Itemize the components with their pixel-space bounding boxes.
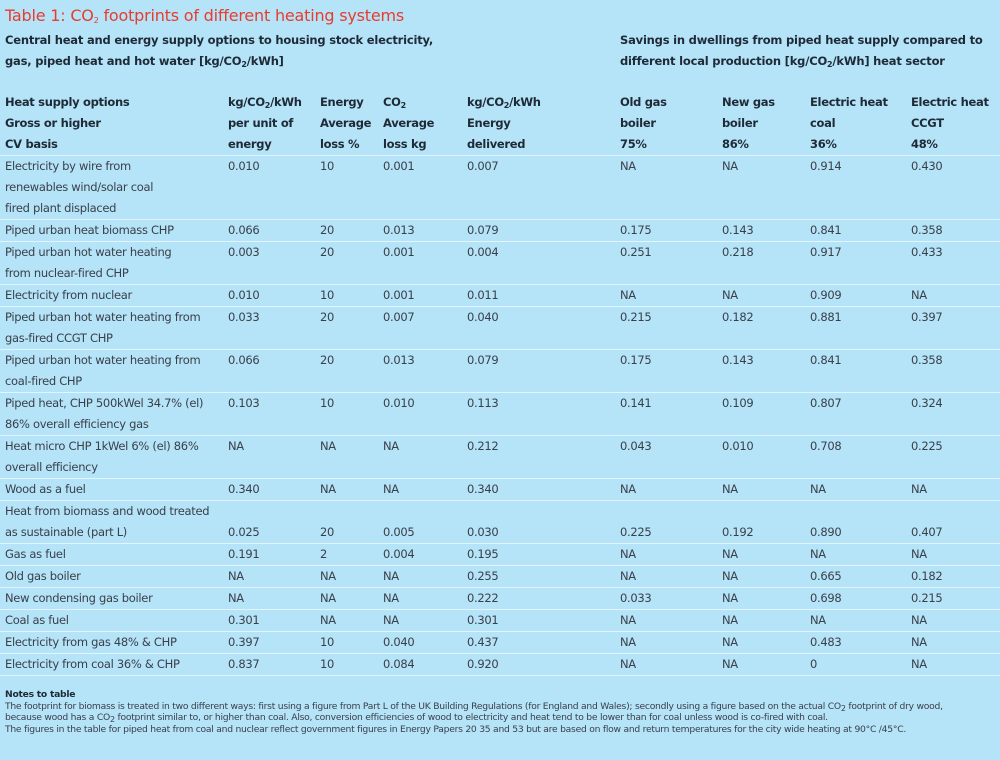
subtitle-right	[620, 30, 995, 72]
heat-supply-option	[0, 436, 223, 479]
value-cell: NA	[722, 159, 738, 173]
title-text: Table 1: CO	[5, 6, 94, 25]
table-row	[0, 156, 1000, 220]
value-cell: 0.358	[911, 223, 943, 237]
heat-supply-option	[0, 393, 223, 436]
value-cell: NA	[722, 482, 738, 496]
value-cell: NA	[320, 482, 336, 496]
option-text-line: Piped urban hot water heating	[5, 245, 172, 259]
option-text-line: Gas as fuel	[5, 547, 66, 561]
value-cell: 0.301	[228, 613, 260, 627]
value-cell: 0.033	[228, 310, 260, 324]
value-cell: 0.324	[911, 396, 943, 410]
note-line-2-pre: because wood has a CO	[5, 712, 110, 723]
value-cell: 0.225	[911, 439, 943, 453]
option-text-line: Electricity from coal 36% & CHP	[5, 657, 180, 671]
value-cell: 20	[320, 245, 335, 259]
value-cell: 0.222	[467, 591, 499, 605]
value-cell: NA	[620, 159, 636, 173]
column-header-line2: per unit of	[228, 116, 294, 130]
value-cell: 0.841	[810, 223, 842, 237]
option-text-line: Piped urban hot water heating from	[5, 353, 201, 367]
value-cell: 0.079	[467, 223, 499, 237]
column-header-line1-sub: 2	[400, 101, 406, 110]
value-cell: 0.001	[383, 159, 415, 173]
value-cell: 20	[320, 310, 335, 324]
column-header-line2: coal	[810, 116, 836, 130]
column-header-line2: boiler	[620, 116, 656, 130]
subtitle-left-line2-pre: gas, piped heat and hot water [kg/CO	[5, 54, 242, 68]
value-cell: 0.010	[228, 159, 260, 173]
value-cell: NA	[620, 547, 636, 561]
subtitle-right-line1: Savings in dwellings from piped heat supply compared to	[620, 33, 983, 47]
value-cell: 0.013	[383, 223, 415, 237]
option-text-line: as sustainable (part L)	[5, 525, 127, 539]
note-line-3: The figures in the table for piped heat from coal and nuclear reflect government figures in Energy Papers 20 35 and 53 but are based on flow and return temperatures for the city wide heating at 90°C /45°C.	[5, 723, 907, 735]
option-text-line: from nuclear-fired CHP	[5, 266, 129, 280]
table-row	[0, 242, 1000, 285]
column-header-line3: CV basis	[5, 137, 58, 151]
subtitle-right-line2-post: /kWh] heat sector	[832, 54, 945, 68]
column-header-line3: energy	[228, 137, 272, 151]
option-text-line: New condensing gas boiler	[5, 591, 153, 605]
value-cell: 0.708	[810, 439, 842, 453]
subtitle-left-line1: Central heat and energy supply options to housing stock electricity,	[5, 33, 434, 47]
option-text-line: fired plant displaced	[5, 201, 117, 215]
column-header-line1: Old gas	[620, 95, 667, 109]
heat-supply-option	[0, 566, 223, 588]
column-header-line3: 86%	[722, 137, 749, 151]
table-row	[0, 436, 1000, 479]
value-cell: 0.665	[810, 569, 842, 583]
value-cell: 0.301	[467, 613, 499, 627]
value-cell: NA	[810, 482, 826, 496]
value-cell: 0.030	[467, 525, 499, 539]
value-cell: 0.914	[810, 159, 842, 173]
value-cell: 10	[320, 396, 335, 410]
value-cell: NA	[722, 635, 738, 649]
title-subscript: 2	[93, 16, 99, 25]
value-cell: NA	[620, 635, 636, 649]
note-line-1-post: footprint of dry wood,	[845, 700, 943, 712]
column-header-line1: Energy	[320, 95, 364, 109]
value-cell: 0.340	[467, 482, 499, 496]
value-cell: NA	[228, 569, 244, 583]
value-cell: 0.175	[620, 223, 652, 237]
value-cell: 0.084	[383, 657, 415, 671]
subtitle-left	[5, 30, 565, 72]
option-text-line: overall efficiency	[5, 460, 98, 474]
column-header-line3: delivered	[467, 137, 526, 151]
heat-supply-option	[0, 156, 223, 220]
value-cell: 0.109	[722, 396, 754, 410]
value-cell: 0.079	[467, 353, 499, 367]
heat-supply-option	[0, 285, 223, 307]
value-cell: NA	[383, 439, 399, 453]
option-text-line: 86% overall efficiency gas	[5, 417, 149, 431]
option-text-line: renewables wind/solar coal	[5, 180, 154, 194]
option-text-line: Old gas boiler	[5, 569, 81, 583]
value-cell: 0.841	[810, 353, 842, 367]
value-cell: 0.066	[228, 223, 260, 237]
value-cell: 20	[320, 223, 335, 237]
value-cell: 0.033	[620, 591, 652, 605]
value-cell: NA	[228, 591, 244, 605]
option-text-line: Electricity from gas 48% & CHP	[5, 635, 177, 649]
column-header-line1-pre: kg/CO	[467, 95, 504, 109]
title-text-rest: footprints of different heating systems	[98, 6, 405, 25]
table-row	[0, 632, 1000, 654]
table-row	[0, 393, 1000, 436]
value-cell: NA	[383, 591, 399, 605]
value-cell: 0.437	[467, 635, 499, 649]
table-row	[0, 285, 1000, 307]
value-cell: 0.881	[810, 310, 842, 324]
header-row	[0, 92, 1000, 156]
value-cell: 0.433	[911, 245, 943, 259]
value-cell: NA	[383, 569, 399, 583]
option-text-line: Electricity from nuclear	[5, 288, 132, 302]
value-cell: NA	[810, 547, 826, 561]
value-cell: 0.025	[228, 525, 260, 539]
option-text-line: Heat micro CHP 1kWel 6% (el) 86%	[5, 439, 199, 453]
table-row	[0, 610, 1000, 632]
table-row	[0, 350, 1000, 393]
option-text-line: Piped urban hot water heating from	[5, 310, 201, 324]
heat-supply-option	[0, 654, 223, 676]
value-cell: 0.010	[383, 396, 415, 410]
value-cell: 0.007	[467, 159, 499, 173]
value-cell: 0.182	[722, 310, 754, 324]
value-cell: NA	[911, 482, 927, 496]
table-row	[0, 544, 1000, 566]
value-cell: 0.358	[911, 353, 943, 367]
value-cell: 0.909	[810, 288, 842, 302]
note-line-1	[5, 701, 997, 713]
value-cell: 0.192	[722, 525, 754, 539]
value-cell: NA	[722, 613, 738, 627]
option-text-line: coal-fired CHP	[5, 374, 82, 388]
value-cell: 0.807	[810, 396, 842, 410]
value-cell: NA	[810, 613, 826, 627]
value-cell: 0.215	[911, 591, 943, 605]
value-cell: 0.215	[620, 310, 652, 324]
option-text-line: Piped urban heat biomass CHP	[5, 223, 174, 237]
value-cell: 0.397	[228, 635, 260, 649]
value-cell: 0.191	[228, 547, 260, 561]
subtitle-left-line2	[5, 51, 565, 72]
column-header-line1-post: /kWh	[270, 95, 302, 109]
value-cell: NA	[722, 288, 738, 302]
table-row	[0, 588, 1000, 610]
value-cell: 0.005	[383, 525, 415, 539]
value-cell: 0.483	[810, 635, 842, 649]
value-cell: NA	[620, 482, 636, 496]
option-text-line: Coal as fuel	[5, 613, 69, 627]
table-body	[0, 156, 1000, 676]
subtitle-right-line2	[620, 51, 995, 72]
value-cell: NA	[620, 613, 636, 627]
column-header-line3: loss kg	[383, 137, 427, 151]
column-header-line2: Average	[383, 116, 435, 130]
value-cell: 0.397	[911, 310, 943, 324]
value-cell: 0.255	[467, 569, 499, 583]
value-cell: NA	[911, 613, 927, 627]
value-cell: NA	[722, 547, 738, 561]
note-line-2-sub: 2	[109, 715, 115, 724]
heat-supply-option	[0, 544, 223, 566]
option-text-line: Heat from biomass and wood treated	[5, 504, 210, 518]
value-cell: 0.251	[620, 245, 652, 259]
option-text-line: Electricity by wire from	[5, 159, 131, 173]
value-cell: 0.698	[810, 591, 842, 605]
column-header-line2: Energy	[467, 116, 511, 130]
value-cell: 0.103	[228, 396, 260, 410]
column-header-line1: Electric heat	[810, 95, 888, 109]
value-cell: NA	[911, 288, 927, 302]
column-header-line1	[467, 92, 615, 113]
value-cell: 20	[320, 525, 335, 539]
column-header	[717, 92, 805, 156]
table-row	[0, 501, 1000, 544]
table-row	[0, 479, 1000, 501]
value-cell: 0.066	[228, 353, 260, 367]
notes-section	[5, 689, 997, 735]
column-header-line3: 48%	[911, 137, 938, 151]
column-header-line1-sub: 2	[264, 101, 271, 110]
column-header	[378, 92, 462, 156]
value-cell: 0.175	[620, 353, 652, 367]
note-line-1-sub: 2	[840, 703, 846, 713]
value-cell: 0.004	[467, 245, 499, 259]
value-cell: NA	[228, 439, 244, 453]
heat-supply-option	[0, 220, 223, 242]
value-cell: 0.890	[810, 525, 842, 539]
value-cell: 0.043	[620, 439, 652, 453]
value-cell: 0.141	[620, 396, 652, 410]
value-cell: NA	[383, 482, 399, 496]
value-cell: NA	[911, 547, 927, 561]
option-text-line: Wood as a fuel	[5, 482, 86, 496]
column-header-line2: CCGT	[911, 116, 944, 130]
subtitle-right-line2-pre: different local production [kg/CO	[620, 54, 828, 68]
value-cell: 10	[320, 657, 335, 671]
value-cell: NA	[383, 613, 399, 627]
note-line-1-text: The footprint for biomass is treated in two different ways: first using a figure from Part L of the UK Building Regulations (for England and Wales); secondly using a figure based on the actual CO	[5, 700, 841, 712]
value-cell: 0.040	[383, 635, 415, 649]
value-cell: 0.218	[722, 245, 754, 259]
column-header	[223, 92, 315, 156]
value-cell: 0.195	[467, 547, 499, 561]
value-cell: 0.212	[467, 439, 499, 453]
table-row	[0, 566, 1000, 588]
column-header	[615, 92, 717, 156]
heat-supply-option	[0, 242, 223, 285]
column-header	[0, 92, 223, 156]
value-cell: 0.143	[722, 223, 754, 237]
column-header-line1-pre: kg/CO	[228, 95, 265, 109]
option-text-line: gas-fired CCGT CHP	[5, 331, 113, 345]
value-cell: NA	[320, 569, 336, 583]
table-title	[5, 6, 404, 25]
table-row	[0, 220, 1000, 242]
value-cell: 0.340	[228, 482, 260, 496]
column-header-line2: boiler	[722, 116, 758, 130]
value-cell: 0.010	[722, 439, 754, 453]
note-line-2-post: footprint similar to, or higher than coal. Also, conversion efficiencies of wood to electricity and heat tend to be lower than for coal unless wood is co-fired with coal.	[114, 712, 828, 723]
heat-supply-option	[0, 632, 223, 654]
value-cell: 10	[320, 288, 335, 302]
value-cell: NA	[722, 657, 738, 671]
value-cell: 0.407	[911, 525, 943, 539]
column-header-line3: 36%	[810, 137, 837, 151]
heating-systems-table	[0, 92, 1000, 676]
value-cell: 0.013	[383, 353, 415, 367]
value-cell: 0.040	[467, 310, 499, 324]
value-cell: NA	[320, 613, 336, 627]
value-cell: 0.003	[228, 245, 260, 259]
note-line-2	[5, 712, 997, 724]
heat-supply-option	[0, 501, 223, 544]
value-cell: 0.430	[911, 159, 943, 173]
column-header-line1	[383, 92, 462, 113]
value-cell: 10	[320, 635, 335, 649]
value-cell: 0	[810, 657, 818, 671]
value-cell: NA	[320, 591, 336, 605]
value-cell: 0.007	[383, 310, 415, 324]
value-cell: 0.917	[810, 245, 842, 259]
column-header-line1: New gas	[722, 95, 775, 109]
value-cell: NA	[320, 439, 336, 453]
column-header-line1	[228, 92, 315, 113]
value-cell: NA	[620, 657, 636, 671]
column-header	[315, 92, 378, 156]
value-cell: 0.225	[620, 525, 652, 539]
value-cell: NA	[620, 569, 636, 583]
column-header-line2: Average	[320, 116, 372, 130]
subtitle-left-line2-sub: 2	[241, 60, 247, 69]
value-cell: NA	[911, 657, 927, 671]
option-text-line: Piped heat, CHP 500kWel 34.7% (el)	[5, 396, 204, 410]
value-cell: NA	[620, 288, 636, 302]
value-cell: 0.182	[911, 569, 943, 583]
column-header-line3: loss %	[320, 137, 360, 151]
table-row	[0, 654, 1000, 676]
column-header-line1-sub: 2	[503, 101, 510, 110]
column-header	[906, 92, 1000, 156]
subtitle-left-line2-post: /kWh]	[246, 54, 284, 68]
heat-supply-option	[0, 350, 223, 393]
value-cell: 0.004	[383, 547, 415, 561]
column-header	[462, 92, 615, 156]
heat-supply-option	[0, 307, 223, 350]
value-cell: 0.837	[228, 657, 260, 671]
value-cell: 0.920	[467, 657, 499, 671]
value-cell: NA	[722, 569, 738, 583]
value-cell: 10	[320, 159, 335, 173]
table-header	[0, 92, 1000, 156]
value-cell: 0.001	[383, 245, 415, 259]
heat-supply-option	[0, 588, 223, 610]
heat-supply-option	[0, 479, 223, 501]
value-cell: 0.113	[467, 396, 499, 410]
value-cell: 20	[320, 353, 335, 367]
column-header-line2: Gross or higher	[5, 116, 101, 130]
column-header-line3: 75%	[620, 137, 647, 151]
notes-title: Notes to table	[5, 689, 76, 700]
column-header-line1: Electric heat	[911, 95, 989, 109]
value-cell: 0.011	[467, 288, 499, 302]
value-cell: 0.143	[722, 353, 754, 367]
table-row	[0, 307, 1000, 350]
value-cell: NA	[722, 591, 738, 605]
value-cell: NA	[911, 635, 927, 649]
column-header-line1: Heat supply options	[5, 95, 130, 109]
value-cell: 0.010	[228, 288, 260, 302]
column-header-line1-post: /kWh	[509, 95, 541, 109]
column-header	[805, 92, 906, 156]
subtitle-right-line2-sub: 2	[827, 60, 833, 69]
value-cell: 0.001	[383, 288, 415, 302]
value-cell: 2	[320, 547, 328, 561]
heat-supply-option	[0, 610, 223, 632]
column-header-line1-pre: CO	[383, 95, 401, 109]
